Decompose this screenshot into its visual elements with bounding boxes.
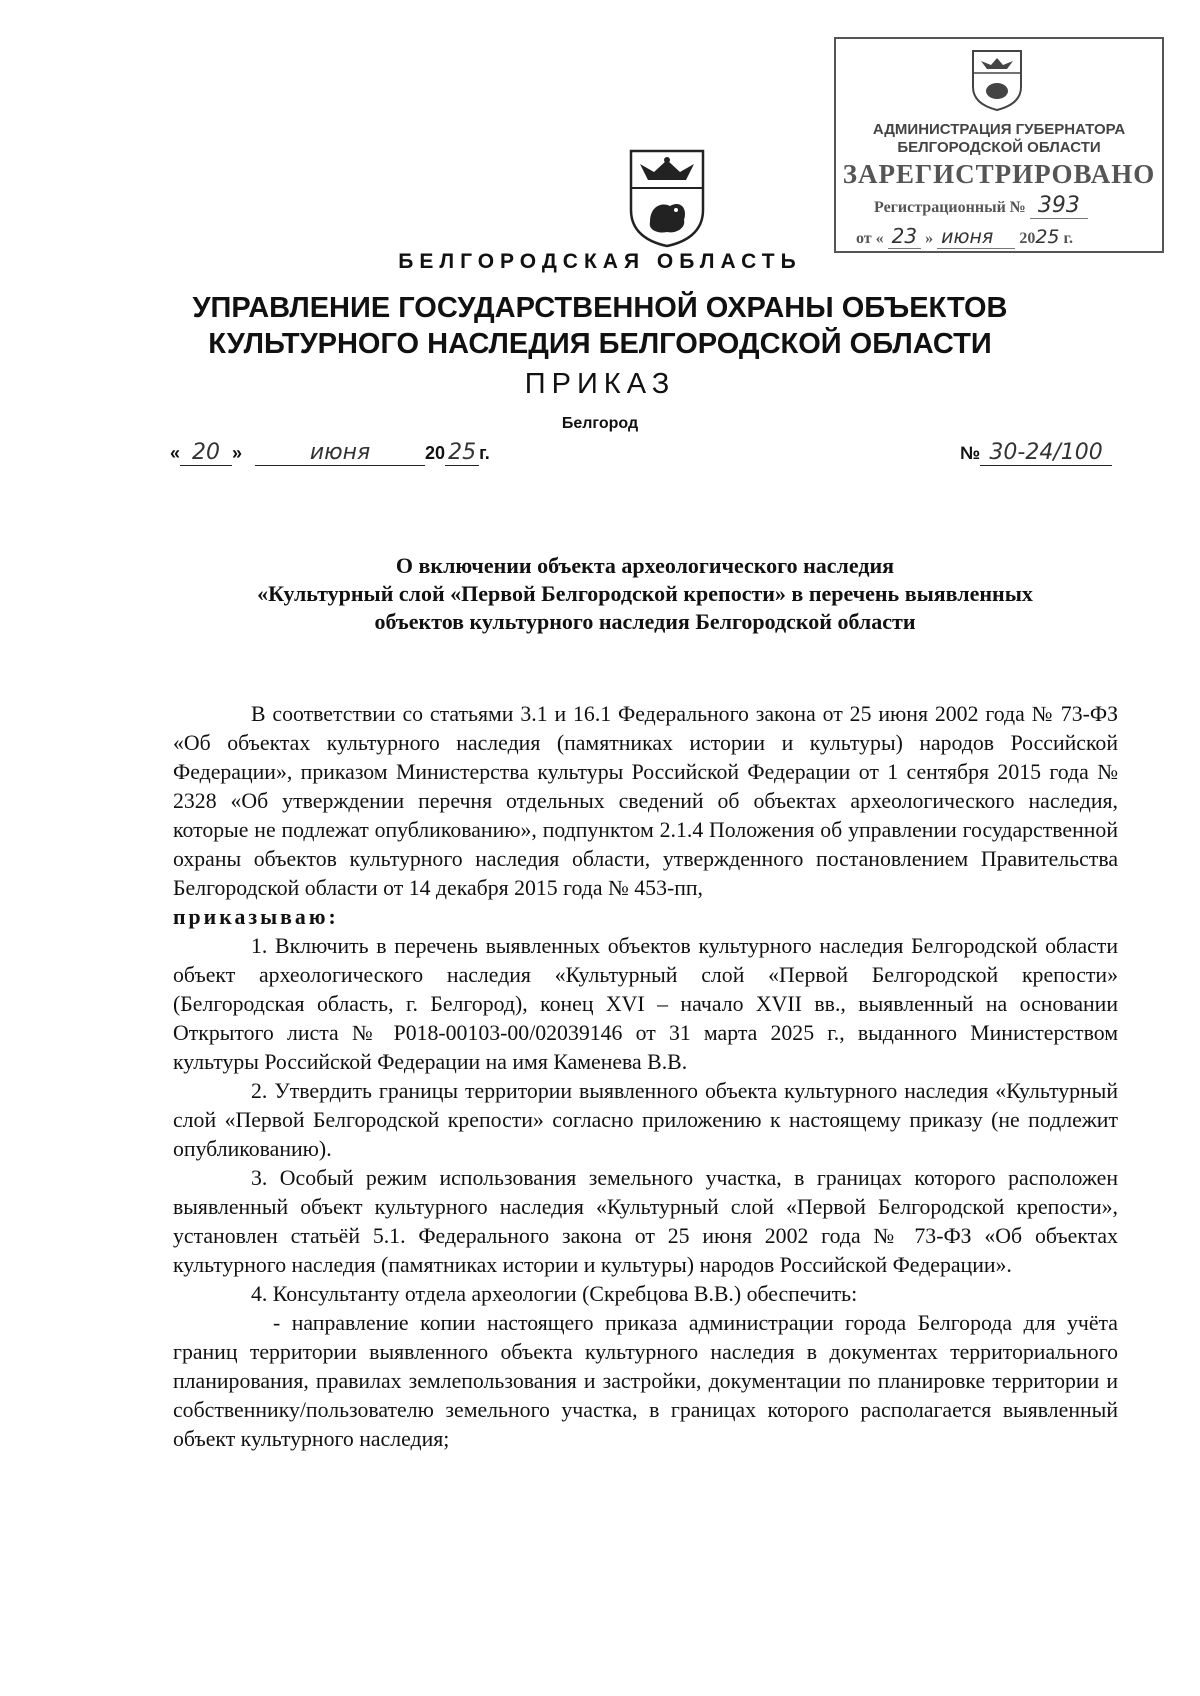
stamp-status: ЗАРЕГИСТРИРОВАНО — [842, 159, 1156, 189]
organization-name-line2: КУЛЬТУРНОГО НАСЛЕДИЯ БЕЛГОРОДСКОЙ ОБЛАСТИ — [208, 328, 992, 360]
region-name: БЕЛГОРОДСКАЯ ОБЛАСТЬ — [398, 250, 802, 273]
coat-of-arms-icon — [628, 148, 706, 248]
organization-name — [0, 290, 1200, 362]
document-date — [170, 440, 490, 466]
stamp-date-suffix: г. — [1063, 230, 1073, 247]
date-month: июня — [255, 440, 425, 466]
order-word-paragraph — [173, 903, 1118, 932]
stamp-org-line1: АДМИНИСТРАЦИЯ ГУБЕРНАТОРА — [872, 121, 1126, 138]
stamp-date-line — [856, 224, 1073, 248]
item-2: 2. Утвердить границы территории выявленного объекта культурного наследия «Культурный слой «Первой Белгородской крепости» согласно приложению к настоящему приказу (не подлежит опубликованию). — [173, 1079, 1118, 1161]
date-year-prefix: 20 — [425, 443, 446, 463]
item-3: 3. Особый режим использования земельного участка, в границах которого расположен выявленный объект культурного наследия «Культурный слой «Первой Белгородской крепости», установлен статьёй 5.1. Федерального закона от 25 июня 2002 года № 73-ФЗ «Об объектах культурного наследия (памятниках истории и культуры) народов Российской Федерации». — [173, 1166, 1118, 1277]
title-line2: «Культурный слой «Первой Белгородской крепости» в перечень выявленных — [257, 581, 1033, 606]
stamp-reg-label: Регистрационный № — [874, 199, 1026, 216]
stamp-date-day: 23 — [888, 224, 921, 249]
item-1: 1. Включить в перечень выявленных объектов культурного наследия Белгородской области объект археологического наследия «Культурный слой «Первой Белгородской крепости» (Белгородская область, г. Белгород), конец XVI – начало XVII вв., выявленный на основании Открытого листа № Р018-00103-00/02039146 от 31 марта 2025 г., выданного Министерством культуры Российской Федерации на имя Каменева В.В. — [173, 934, 1118, 1074]
stamp-org-line2: БЕЛГОРОДСКОЙ ОБЛАСТИ — [897, 139, 1101, 156]
document-type: ПРИКАЗ — [524, 368, 676, 400]
date-day: 20 — [180, 440, 232, 466]
stamp-reg-number: 393 — [1030, 193, 1088, 219]
document-number — [960, 440, 1112, 466]
number-label: № — [960, 443, 981, 463]
item-4: 4. Консультанту отдела археологии (Скребцова В.В.) обеспечить: — [251, 1282, 858, 1306]
date-year-suffix: 25 — [445, 440, 479, 466]
order-word: приказываю: — [173, 905, 339, 929]
item-4-sub-1: - направление копии настоящего приказа администрации города Белгорода для учёта границ территории выявленного объекта культурного наследия в документах территориального планирования, правилах землепользования и застройки, документации по планировке территории и собственнику/пользователю земельного участка, в границах которого располагается выявленный объект культурного наследия; — [173, 1311, 1118, 1451]
preamble-paragraph: В соответствии со статьями 3.1 и 16.1 Федерального закона от 25 июня 2002 года № 73-ФЗ «Об объектах культурного наследия (памятниках истории и культуры) народов Российской Федерации», приказом Министерства культуры Российской Федерации от 1 сентября 2015 года № 2328 «Об утверждении перечня отдельных сведений об объектах археологического наследия, которые не подлежат опубликованию», подпунктом 2.1.4 Положения об управлении государственной охраны объектов культурного наследия области, утвержденного постановлением Правительства Белгородской области от 14 декабря 2015 года № 453-пп, — [173, 702, 1118, 900]
registration-stamp — [834, 37, 1164, 253]
organization-name-line1: УПРАВЛЕНИЕ ГОСУДАРСТВЕННОЙ ОХРАНЫ ОБЪЕКТОВ — [192, 292, 1008, 324]
date-open-quote: « — [170, 443, 181, 463]
stamp-reg-line — [874, 193, 1088, 218]
coat-of-arms-icon — [971, 49, 1023, 111]
date-year-mark: г. — [479, 443, 490, 463]
stamp-date-mid: » — [925, 230, 934, 247]
document-title — [170, 552, 1120, 636]
stamp-date-year-prefix: 20 — [1019, 230, 1036, 247]
document-body — [173, 700, 1118, 1454]
title-line3: объектов культурного наследия Белгородской области — [374, 609, 916, 634]
stamp-date-year-suffix: 25 — [1035, 226, 1060, 248]
number-value: 30-24/100 — [980, 440, 1112, 466]
city: Белгород — [561, 415, 639, 432]
stamp-date-prefix: от « — [856, 230, 884, 247]
title-line1: О включении объекта археологического наследия — [395, 553, 895, 578]
stamp-date-month: июня — [937, 226, 1015, 249]
date-close-quote: » — [232, 443, 243, 463]
